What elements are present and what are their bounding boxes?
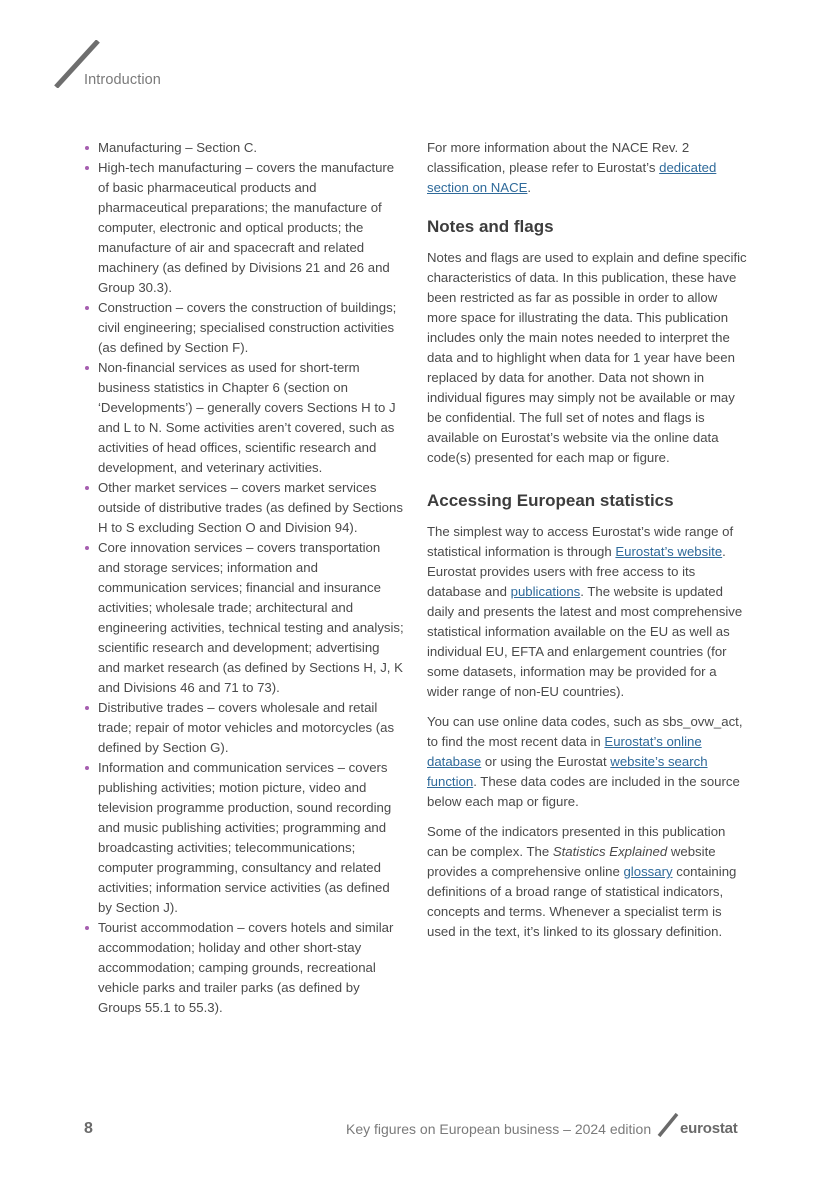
right-column [427,138,749,952]
list-item: Core innovation services – covers transportation and storage services; information and communication services; financial and insurance activities; wholesale trade; architectural and engineering activities, technical testing and analysis; scientific research and development; advertising and market research (as defined by Sections H, J, K and Divisions 46 and 71 to 73). [84,538,404,698]
eurostat-website-link[interactable]: Eurostat’s website [615,544,723,559]
list-item: Construction – covers the construction of buildings; civil engineering; specialised construction activities (as defined by Section F). [84,298,404,358]
list-item: High-tech manufacturing – covers the manufacture of basic pharmaceutical products and pharmaceutical preparations; the manufacture of computer, electronic and optical products; the manufacture of air and spacecraft and related machinery (as defined by Divisions 21 and 26 and Group 30.3). [84,158,404,298]
access-paragraph-3: Some of the indicators presented in this publication can be complex. The Statistics Explained website provides a comprehensive online glossary containing definitions of a broad range of statistical indicators, concepts and terms. Whenever a specialist term is used in the text, it’s linked to its glossary definition. [427,824,737,939]
nace-section-link[interactable]: dedicated section on NACE [427,160,717,195]
eurostat-logo-text: eurostat [680,1120,738,1137]
page-number: 8 [84,1120,93,1137]
eurostat-slash-icon [656,1112,680,1138]
publications-link[interactable]: publications [510,584,581,599]
access-paragraph-1: The simplest way to access Eurostat’s wide range of statistical information is through Eurostat’s website. Eurostat provides users with free access to its database and publications. The website is updated daily and presents the latest and most comprehensive statistical information available on the EU as well as individual EU, EFTA and enlargement countries (for some datasets, information may be provided for a wider range of non-EU countries). [427,524,743,699]
online-database-link[interactable]: Eurostat’s online database [427,734,702,769]
list-item: Manufacturing – Section C. [84,138,404,158]
list-item: Tourist accommodation – covers hotels and similar accommodation; holiday and other short-stay accommodation; camping grounds, recreational vehicle parks and trailer parks (as defined by Groups 55.1 to 55.3). [84,918,404,1018]
bullet-icon [85,706,89,710]
list-item: Distributive trades – covers wholesale and retail trade; repair of motor vehicles and motorcycles (as defined by Section G). [84,698,404,758]
list-item: Non-financial services as used for short-term business statistics in Chapter 6 (section on ‘Developments’) – generally covers Sections H to J and L to N. Some activities aren’t covered, such as activities of head offices, scientific research and development, and veterinary activities. [84,358,404,478]
bullet-icon [85,546,89,550]
statistics-explained-title: Statistics Explained [552,844,668,859]
bullet-icon [85,146,89,150]
bullet-icon [85,366,89,370]
nace-paragraph: For more information about the NACE Rev. 2 classification, please refer to Eurostat’s dedicated section on NACE. [427,140,717,195]
accessing-statistics-heading: Accessing European statistics [427,491,674,510]
section-title: Introduction [84,72,161,88]
access-paragraph-2: You can use online data codes, such as sbs_ovw_act, to find the most recent data in Eurostat’s online database or using the Eurostat website’s search function. These data codes are included in the source below each map or figure. [427,714,743,809]
website-search-function-link[interactable]: website’s search function [427,754,708,789]
definitions-list [84,138,404,1018]
eurostat-logo [656,1112,748,1138]
notes-and-flags-heading: Notes and flags [427,217,554,236]
list-item: Other market services – covers market services outside of distributive trades (as defined by Sections H to S excluding Section O and Division 94). [84,478,404,538]
bullet-icon [85,486,89,490]
glossary-link[interactable]: glossary [623,864,673,879]
bullet-icon [85,166,89,170]
list-item: Information and communication services – covers publishing activities; motion picture, video and television programme production, sound recording and music publishing activities; programming and broadcasting activities; telecommunications; computer programming, consultancy and related activities; information service activities (as defined by Section J). [84,758,404,918]
notes-and-flags-paragraph: Notes and flags are used to explain and define specific characteristics of data. In this publication, these have been restricted as far as possible in order to allow more space for illustrating the data. This publication includes only the main notes needed to interpret the data and to highlight when data for 1 year have been replaced by data for another. Data not shown in individual figures may simply not be available or may be confidential. The full set of notes and flags is available on Eurostat’s website via the online data code(s) presented for each map or figure. [427,250,747,465]
bullet-icon [85,766,89,770]
bullet-icon [85,926,89,930]
left-column [84,138,404,1018]
bullet-icon [85,306,89,310]
publication-title: Key figures on European business – 2024 edition [346,1121,652,1137]
